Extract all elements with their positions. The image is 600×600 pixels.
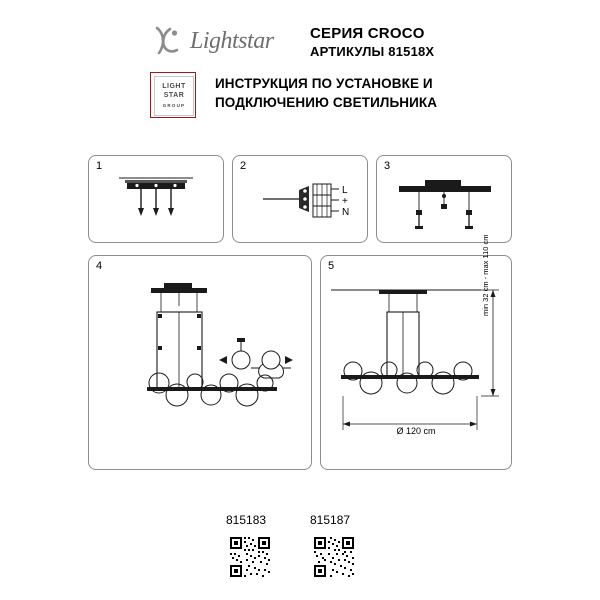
step-panel-1 [88, 155, 224, 243]
step-3-diagram [377, 156, 511, 242]
step-1-diagram [89, 156, 223, 242]
article-title: АРТИКУЛЫ 81518X [310, 44, 435, 59]
terminal-label-plus: + [342, 196, 348, 207]
product-code-left: 815183 [226, 513, 267, 527]
logo-line-2: STAR [163, 92, 185, 99]
step-number-4: 4 [96, 260, 103, 272]
terminal-label-n: N [342, 207, 350, 218]
qr-code-815183 [228, 535, 272, 579]
step-2-diagram [233, 156, 367, 242]
instruction-heading [215, 74, 505, 112]
step-number-5: 5 [328, 260, 335, 272]
step-number-3: 3 [384, 160, 391, 172]
brand-name: Lightstar [190, 27, 274, 54]
instruction-line-2: ПОДКЛЮЧЕНИЮ СВЕТИЛЬНИКА [215, 95, 438, 110]
step-panel-5 [320, 234, 512, 470]
width-dimension-label: Ø 120 cm [396, 426, 436, 436]
logo-line-1: LIGHT [162, 83, 186, 90]
qr-code-815187 [312, 535, 356, 579]
terminal-label-l: L [342, 185, 348, 196]
step-panel-4 [88, 255, 312, 470]
logo-line-3: GROUP [162, 103, 186, 108]
step-panel-3 [376, 155, 512, 243]
lightstar-logo-icon [150, 24, 184, 58]
title-block [310, 24, 434, 61]
logo-text-stack [154, 76, 194, 116]
lightstar-group-logo [150, 72, 196, 118]
product-code-right: 815187 [310, 513, 351, 527]
step-panel-2 [232, 155, 368, 243]
brand-lockup [150, 24, 274, 58]
step-4-diagram [89, 256, 311, 469]
series-title: СЕРИЯ CROCO [310, 25, 425, 42]
header [0, 10, 600, 70]
height-dimension-label: min 32 cm - max 110 cm [481, 234, 490, 316]
instruction-line-1: ИНСТРУКЦИЯ ПО УСТАНОВКЕ И [215, 76, 433, 91]
step-number-1: 1 [96, 160, 103, 172]
step-number-2: 2 [240, 160, 247, 172]
